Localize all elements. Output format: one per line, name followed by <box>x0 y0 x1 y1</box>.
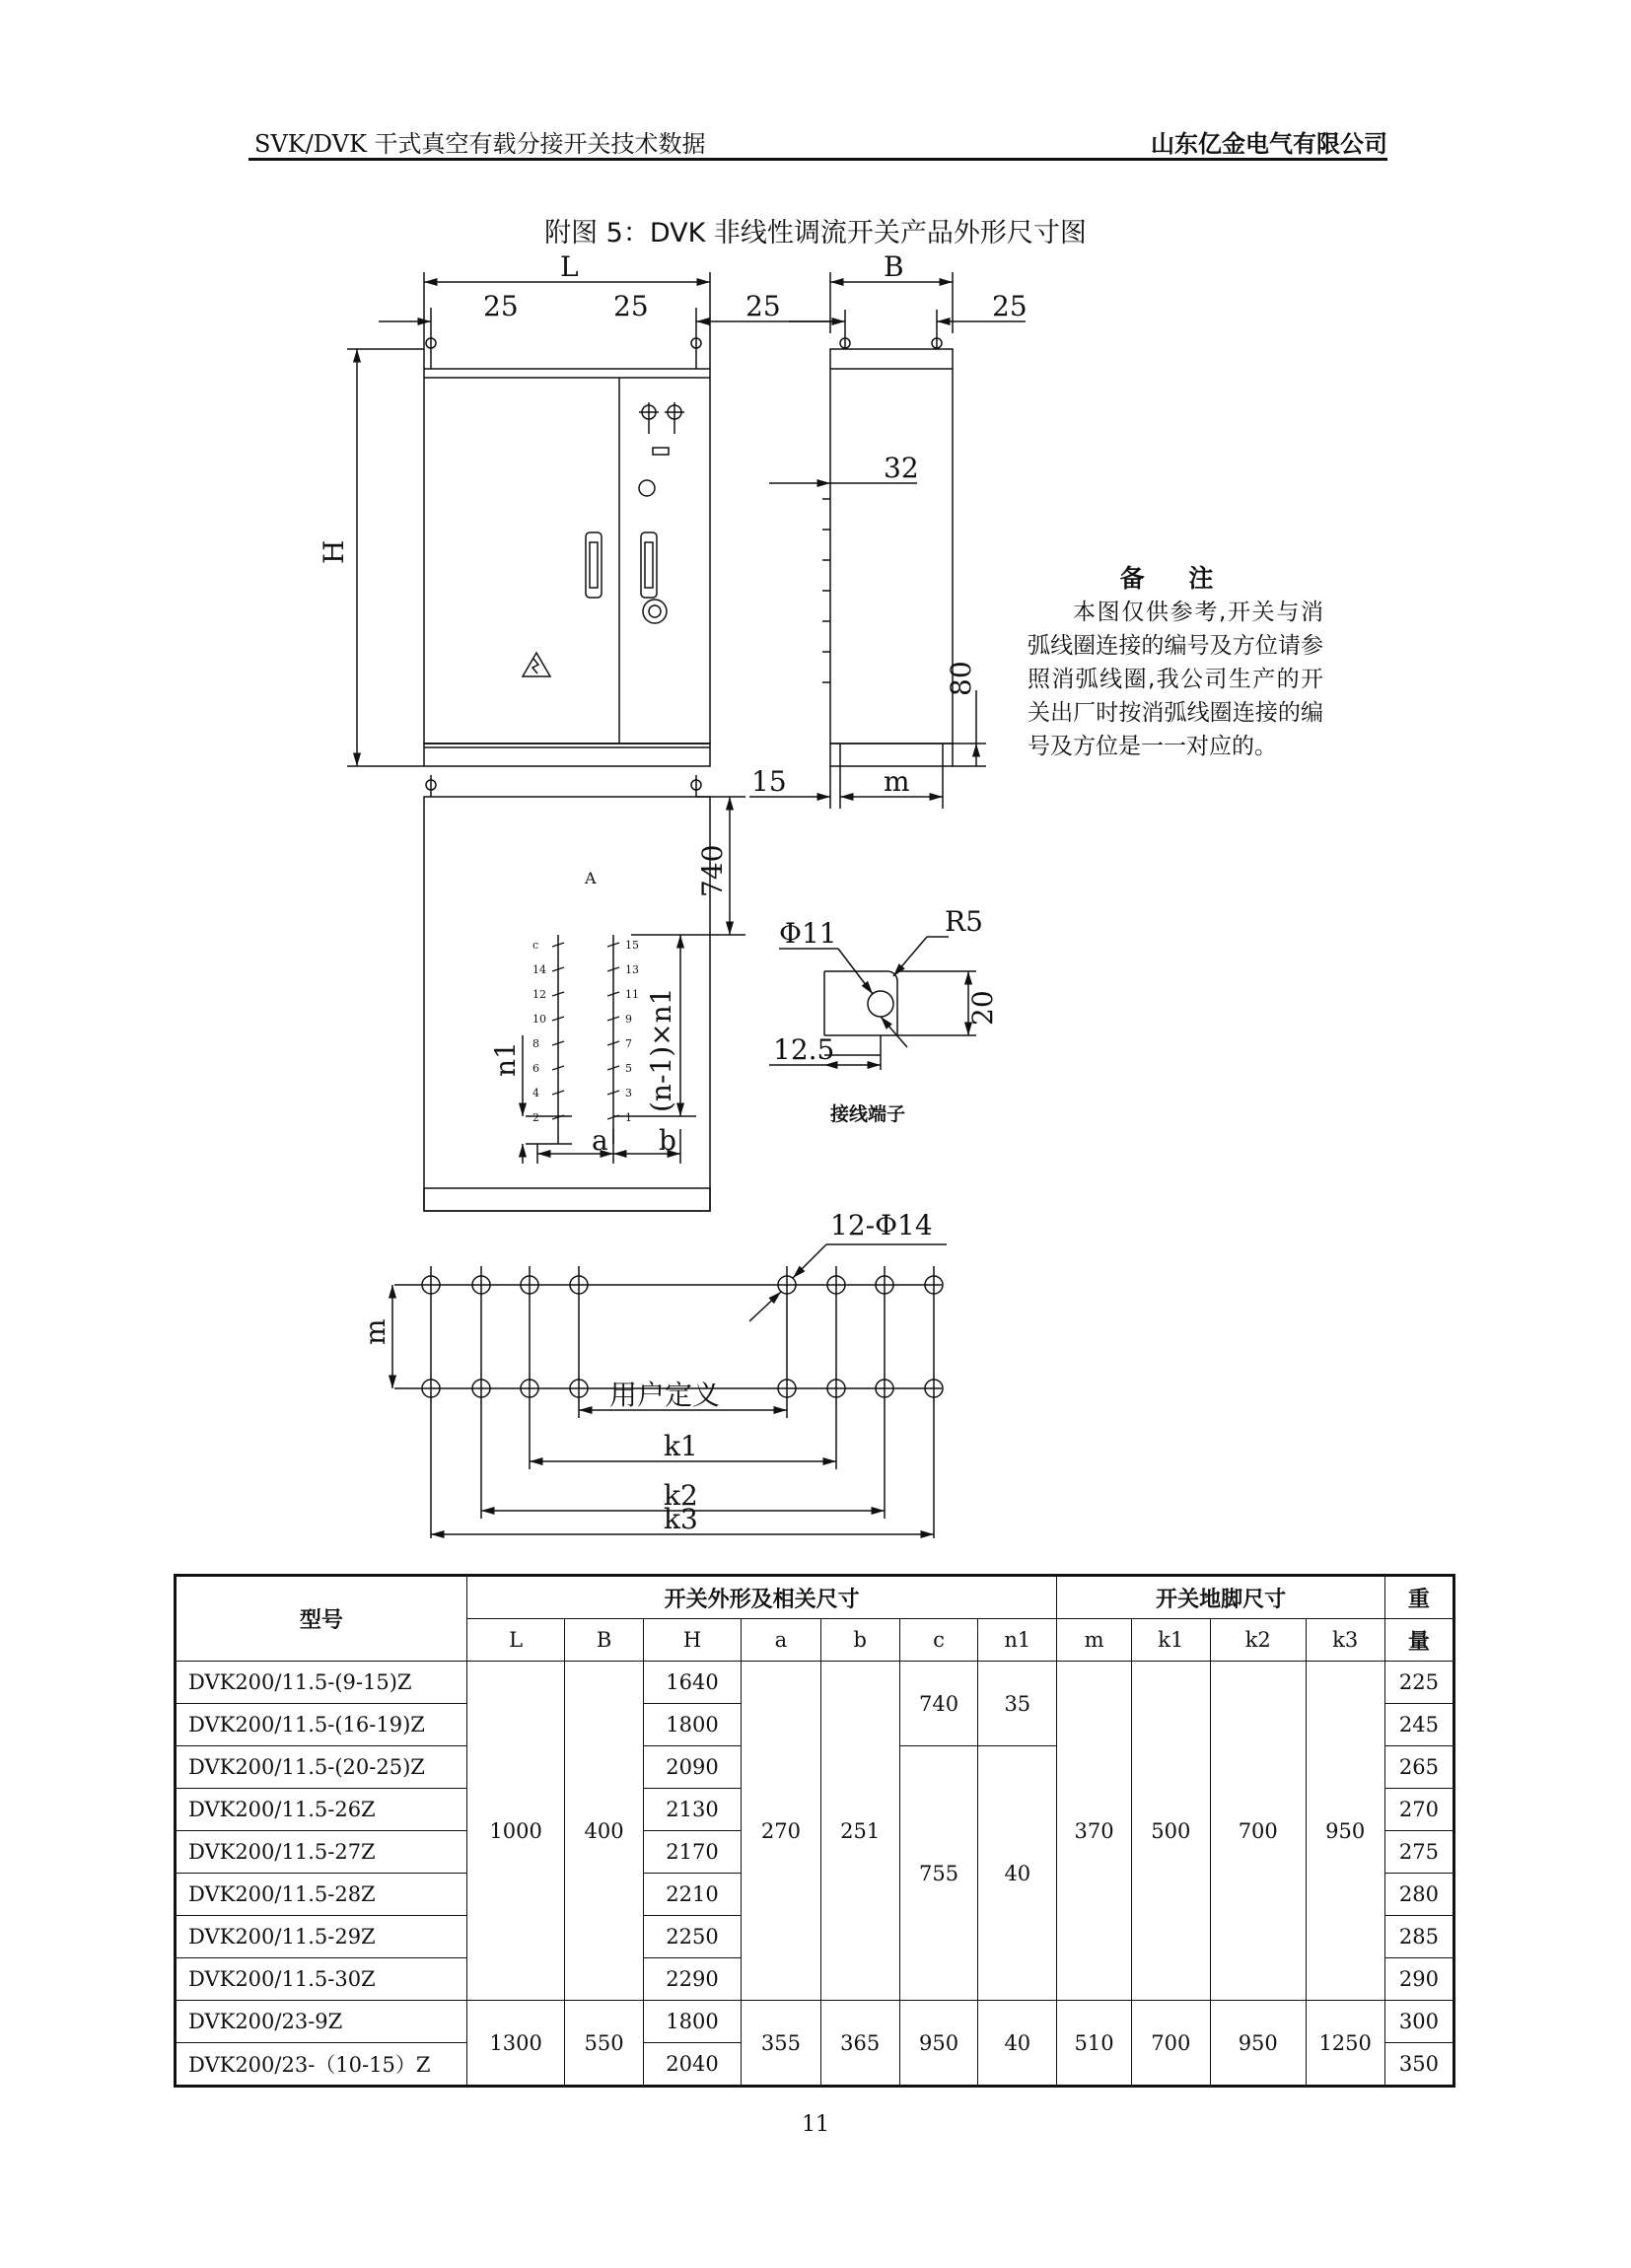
th-group-feet: 开关地脚尺寸 <box>1057 1576 1384 1619</box>
notes-block <box>1028 562 1323 763</box>
cell-H: 2210 <box>643 1874 742 1916</box>
header-right: 山东亿金电气有限公司 <box>1151 130 1387 158</box>
spec-table <box>174 1574 1455 2088</box>
model-cell: DVK200/11.5-(20-25)Z <box>176 1746 467 1789</box>
cell-n1: 40 <box>978 1746 1057 2001</box>
cell-B: 400 <box>565 1662 643 2001</box>
cell-L: 1000 <box>466 1662 565 2001</box>
cell-n1: 35 <box>978 1662 1057 1746</box>
th-L: L <box>466 1619 565 1662</box>
th-weight-bottom: 量 <box>1384 1619 1454 1662</box>
cell-H: 1640 <box>643 1662 742 1704</box>
th-m: m <box>1057 1619 1131 1662</box>
foot-holes: 12-Φ14 <box>830 1209 933 1241</box>
cell-c: 950 <box>899 2001 977 2087</box>
foot-k2: k2 <box>664 1479 698 1512</box>
tap-label-right: 1 <box>625 1111 632 1124</box>
cell-weight: 350 <box>1384 2043 1454 2087</box>
cell-weight: 285 <box>1384 1916 1454 1958</box>
model-cell: DVK200/11.5-(16-19)Z <box>176 1704 467 1746</box>
th-H: H <box>643 1619 742 1662</box>
th-b: b <box>820 1619 899 1662</box>
dim-series: (n-1)×n1 <box>645 987 677 1112</box>
cell-b: 251 <box>820 1662 899 2001</box>
dim-side-25-left: 25 <box>745 290 781 322</box>
cell-H: 2290 <box>643 1958 742 2001</box>
side-terminals <box>822 499 830 682</box>
cell-H: 2170 <box>643 1831 742 1874</box>
cell-b: 365 <box>820 2001 899 2087</box>
cell-a: 270 <box>742 1662 820 2001</box>
terminal-radius: R5 <box>945 905 983 938</box>
cell-weight: 245 <box>1384 1704 1454 1746</box>
cell-H: 2130 <box>643 1789 742 1831</box>
th-a: a <box>742 1619 820 1662</box>
model-cell: DVK200/23-（10-15）Z <box>176 2043 467 2087</box>
model-cell: DVK200/11.5-26Z <box>176 1789 467 1831</box>
cell-H: 1800 <box>643 1704 742 1746</box>
dim-front-25-right: 25 <box>613 290 649 322</box>
cell-weight: 290 <box>1384 1958 1454 2001</box>
cell-weight: 280 <box>1384 1874 1454 1916</box>
cell-weight: 225 <box>1384 1662 1454 1704</box>
header-left: SVK/DVK 干式真空有载分接开关技术数据 <box>254 130 706 158</box>
cell-weight: 270 <box>1384 1789 1454 1831</box>
cell-n1: 40 <box>978 2001 1057 2087</box>
cell-k2: 950 <box>1210 2001 1306 2087</box>
cell-m: 510 <box>1057 2001 1131 2087</box>
cell-H: 1800 <box>643 2001 742 2043</box>
cell-m: 370 <box>1057 1662 1131 2001</box>
cell-k3: 1250 <box>1306 2001 1384 2087</box>
dim-side-25-right: 25 <box>992 290 1028 322</box>
tap-label-left: 2 <box>532 1111 539 1124</box>
tap-ticks <box>552 943 619 1119</box>
cell-a: 355 <box>742 2001 820 2087</box>
tap-label-right: 15 <box>625 939 639 952</box>
dim-a: a <box>592 1124 608 1157</box>
cell-L: 1300 <box>466 2001 565 2087</box>
tap-label-left: 10 <box>532 1013 546 1026</box>
th-k1: k1 <box>1131 1619 1210 1662</box>
cell-c: 740 <box>899 1662 977 1746</box>
cell-weight: 300 <box>1384 2001 1454 2043</box>
cell-H: 2250 <box>643 1916 742 1958</box>
terminal-caption: 接线端子 <box>830 1103 906 1125</box>
dim-32: 32 <box>884 452 919 484</box>
tap-label-right: 7 <box>625 1037 632 1050</box>
tap-label-left: 4 <box>532 1087 539 1099</box>
terminal-12-5: 12.5 <box>773 1033 835 1066</box>
tap-label-right: 5 <box>625 1062 632 1075</box>
th-c: c <box>899 1619 977 1662</box>
model-cell: DVK200/11.5-29Z <box>176 1916 467 1958</box>
figure-title: 附图 5：DVK 非线性调流开关产品外形尺寸图 <box>544 218 1087 248</box>
tap-label-left: 12 <box>532 988 546 1001</box>
tap-label-right: 13 <box>625 963 639 976</box>
dim-n1: n1 <box>489 1041 522 1077</box>
cell-H: 2040 <box>643 2043 742 2087</box>
cell-k3: 950 <box>1306 1662 1384 2001</box>
dim-740: 740 <box>696 844 729 897</box>
tap-labels <box>532 939 639 1124</box>
tap-label-right: 9 <box>625 1013 632 1026</box>
cell-k1: 700 <box>1131 2001 1210 2087</box>
model-cell: DVK200/11.5-28Z <box>176 1874 467 1916</box>
dim-15: 15 <box>751 765 787 798</box>
tap-label-right: 3 <box>625 1087 632 1099</box>
dim-H: H <box>318 539 350 564</box>
model-cell: DVK200/23-9Z <box>176 2001 467 2043</box>
th-model: 型号 <box>176 1576 467 1662</box>
th-k2: k2 <box>1210 1619 1306 1662</box>
th-group-dims: 开关外形及相关尺寸 <box>466 1576 1057 1619</box>
foot-user-defined: 用户定义 <box>609 1379 721 1411</box>
cell-weight: 275 <box>1384 1831 1454 1874</box>
terminal-dia: Φ11 <box>779 917 837 950</box>
foot-k1: k1 <box>664 1430 698 1462</box>
tap-label-left: c <box>532 939 539 952</box>
foot-k3: k3 <box>664 1503 698 1535</box>
th-k3: k3 <box>1306 1619 1384 1662</box>
front-cabinet <box>424 369 710 744</box>
dim-b: b <box>659 1124 676 1157</box>
th-B: B <box>565 1619 643 1662</box>
tap-label-left: 14 <box>532 963 546 976</box>
side-cabinet <box>830 349 953 744</box>
model-cell: DVK200/11.5-30Z <box>176 1958 467 2001</box>
cell-B: 550 <box>565 2001 643 2087</box>
th-weight-top: 重 <box>1384 1576 1454 1619</box>
cell-weight: 265 <box>1384 1746 1454 1789</box>
panel-label-A: A <box>585 869 597 887</box>
model-cell: DVK200/11.5-27Z <box>176 1831 467 1874</box>
dim-L: L <box>560 250 579 283</box>
foot-m: m <box>359 1318 391 1345</box>
dim-B: B <box>884 250 904 283</box>
tap-wiring <box>558 935 613 1144</box>
tap-label-left: 6 <box>532 1062 539 1075</box>
terminal-20: 20 <box>966 990 999 1026</box>
notes-body: 本图仅供参考,开关与消弧线圈连接的编号及方位请参照消弧线圈,我公司生产的开关出厂时按消弧线圈连接的编号及方位是一一对应的。 <box>1028 600 1323 759</box>
model-cell: DVK200/11.5-(9-15)Z <box>176 1662 467 1704</box>
th-n1: n1 <box>978 1619 1057 1662</box>
page-number: 11 <box>802 2112 829 2137</box>
cell-k2: 700 <box>1210 1662 1306 2001</box>
dim-80: 80 <box>945 661 977 696</box>
tap-label-left: 8 <box>532 1037 539 1050</box>
cell-H: 2090 <box>643 1746 742 1789</box>
dim-front-25-left: 25 <box>483 290 519 322</box>
notes-title: 备 注 <box>1119 564 1232 593</box>
tap-label-right: 11 <box>625 988 639 1001</box>
dim-side-m: m <box>884 765 910 798</box>
cell-k1: 500 <box>1131 1662 1210 2001</box>
cell-c: 755 <box>899 1746 977 2001</box>
